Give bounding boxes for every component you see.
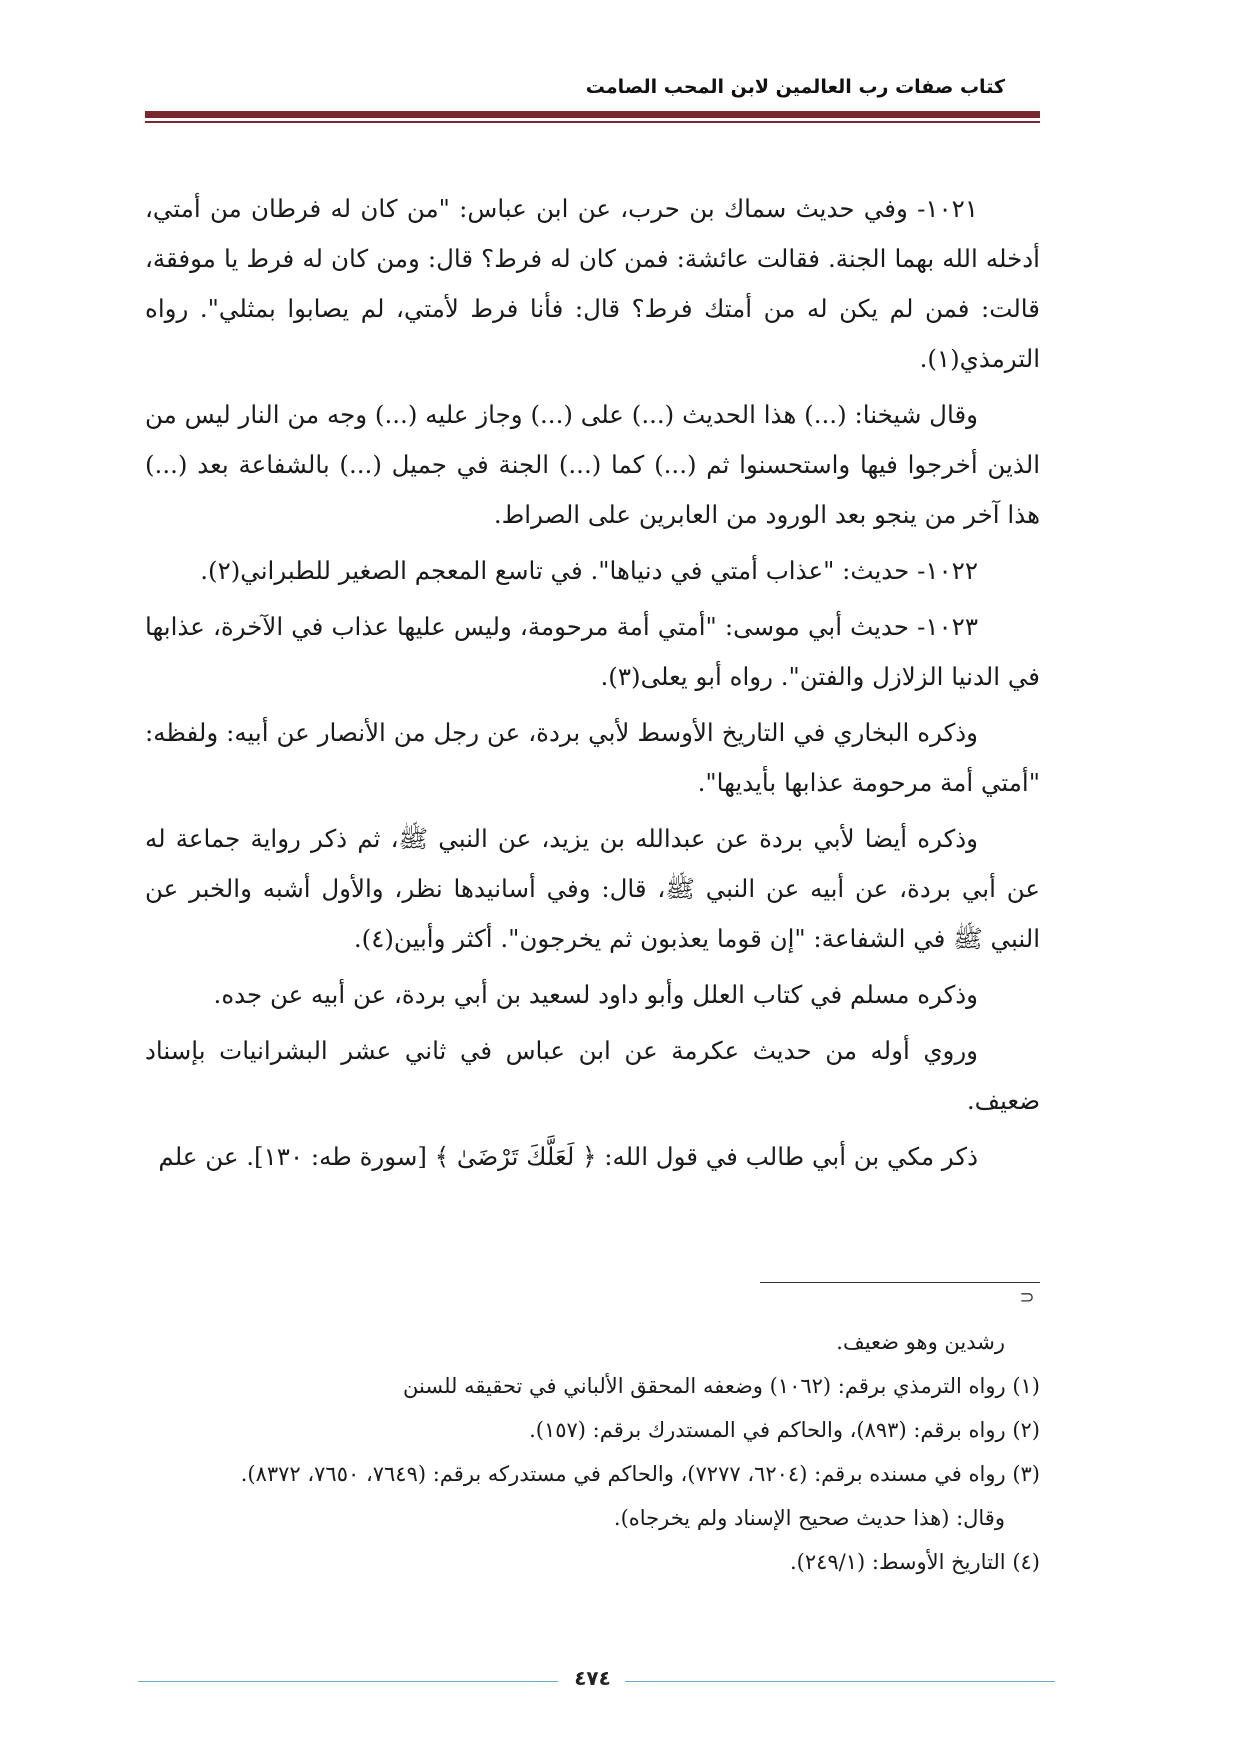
footer-rule-left [138, 1681, 558, 1682]
footnote-continuation: رشدين وهو ضعيف. [836, 1330, 1005, 1354]
footnote-4: (٤) التاريخ الأوسط: (٢٤٩/١). [789, 1550, 1040, 1574]
paragraph-ikrimah: وروي أوله من حديث عكرمة عن ابن عباس في ثاني عشر البشرانيات بإسناد ضعيف. [145, 1036, 1040, 1115]
paragraph-1021: ١٠٢١- وفي حديث سماك بن حرب، عن ابن عباس: "من كان له فرطان من أمتي، أدخله الله بهما الجنة. فقالت عائشة: فمن كان له فرط؟ قال: ومن كان له فرط يا موفقة، قالت: فمن لم يكن له من أمتك فرط؟ قال: فأنا فرط لأمتي، لم يصابوا بمثلي". رواه الترمذي(١). [145, 194, 1040, 373]
footer-rule-right [625, 1681, 1055, 1682]
footnote-continuation-icon: ⊃ [1019, 1287, 1035, 1308]
paragraph-makki: ذكر مكي بن أبي طالب في قول الله: ﴿ لَعَلَّكَ تَرْضَىٰ ﴾ [سورة طه: ١٣٠]. عن علم [158, 1142, 978, 1171]
footnote-separator [760, 1282, 1040, 1283]
paragraph-1023: ١٠٢٣- حديث أبي موسى: "أمتي أمة مرحومة، وليس عليها عذاب في الآخرة، عذابها في الدنيا الزلازل والفتن". رواه أبو يعلى(٣). [145, 612, 1040, 691]
footnote-2: (٢) رواه برقم: (٨٩٣)، والحاكم في المستدرك برقم: (١٥٧). [529, 1418, 1040, 1442]
page-number: ٤٧٤ [574, 1666, 611, 1690]
paragraph-muslim: وذكره مسلم في كتاب العلل وأبو داود لسعيد بن أبي بردة، عن أبيه عن جده. [213, 980, 978, 1009]
paragraph-1022: ١٠٢٢- حديث: "عذاب أمتي في دنياها". في تاسع المعجم الصغير للطبراني(٢). [200, 556, 978, 585]
paragraph-sheikh-comment: وقال شيخنا: (...) هذا الحديث (...) على (...) وجاز عليه (...) وجه من النار ليس من الذين أخرجوا فيها واستحسنوا ثم (...) كما (...) الجنة في جميل (...) بالشفاعة بعد (...) هذا آخر من ينجو بعد الورود من العابرين على الصراط. [145, 400, 1040, 529]
paragraph-abu-burda: وذكره أيضا لأبي بردة عن عبدالله بن يزيد، عن النبي ﷺ، ثم ذكر رواية جماعة له عن أبي بردة، عن أبيه عن النبي ﷺ، قال: وفي أسانيدها نظر، والأول أشبه والخبر عن النبي ﷺ في الشفاعة: "إن قوما يعذبون ثم يخرجون". أكثر وأبين(٤). [145, 824, 1040, 953]
footnote-1: (١) رواه الترمذي برقم: (١٠٦٢) وضعفه المحقق الألباني في تحقيقه للسنن [403, 1374, 1040, 1398]
footnotes [145, 1320, 1040, 1584]
main-text [145, 184, 1040, 1188]
header-rule-thin [145, 121, 1040, 123]
paragraph-bukhari: وذكره البخاري في التاريخ الأوسط لأبي بردة، عن رجل من الأنصار عن أبيه: ولفظه: "أمتي أمة مرحومة عذابها بأيديها". [145, 718, 1040, 797]
footnote-3-continued: وقال: (هذا حديث صحيح الإسناد ولم يخرجاه). [613, 1506, 1005, 1530]
running-header-title: كتاب صفات رب العالمين لابن المحب الصامت [585, 76, 1005, 98]
footnote-3: (٣) رواه في مسنده برقم: (٦٢٠٤، ٧٢٧٧)، والحاكم في مستدركه برقم: (٧٦٤٩، ٧٦٥٠، ٨٣٧٢). [240, 1462, 1040, 1486]
header-rule [145, 111, 1040, 118]
